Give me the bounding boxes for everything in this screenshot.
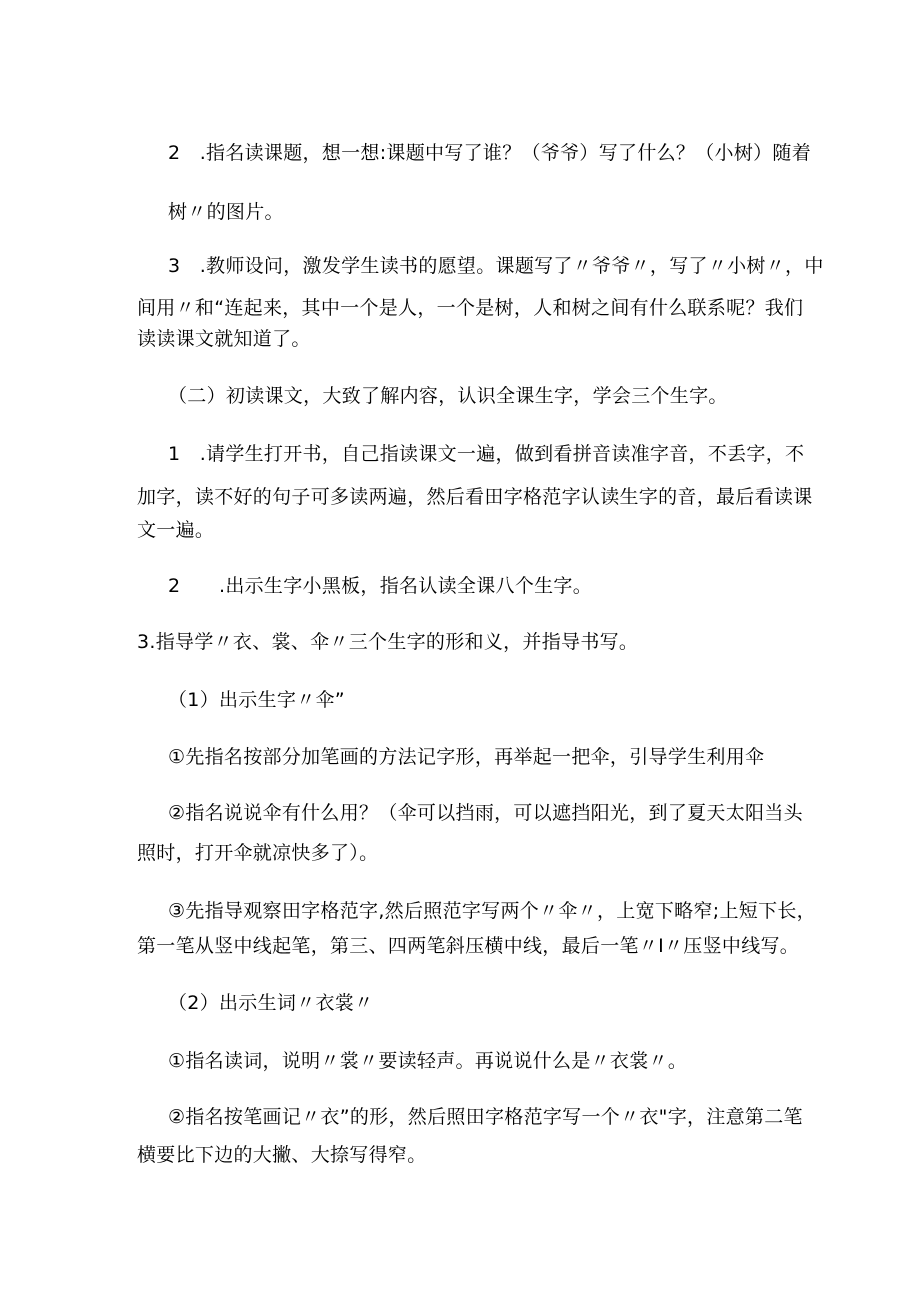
text-line: ①先指名按部分加笔画的方法记字形，再举起一把伞，引导学生利用伞 [168,746,765,768]
text-line: 加字，读不好的句子可多读两遍，然后看田字格范字认读生字的音，最后看读课 [137,486,813,508]
text-line: 2 .出示生字小黑板，指名认读全课八个生字。 [168,575,593,597]
text-line: 文一遍。 [137,519,215,541]
text-line: 3.指导学〃衣、裳、伞〃三个生字的形和义，并指导书写。 [137,631,639,653]
text-line: （1）出示生字〃伞” [168,689,345,711]
text-line: ②指名说说伞有什么用？（伞可以挡雨，可以遮挡阳光，到了夏天太阳当头 [168,802,803,824]
text-line: 第一笔从竖中线起笔，第三、四两笔斜压横中线，最后一笔〃I〃压竖中线写。 [137,935,800,957]
text-line: 读读课文就知道了。 [137,328,311,350]
text-line: ②指名按笔画记〃衣”的形，然后照田字格范字写一个〃衣"字，注意第二笔 [168,1106,803,1128]
text-line: 1 .请学生打开书，自己指读课文一遍，做到看拼音读准字音，不丢字，不 [168,443,805,465]
text-line: 间用〃和“连起来，其中一个是人，一个是树，人和树之间有什么联系呢？我们 [137,297,804,319]
text-line: ①指名读词，说明〃裳〃要读轻声。再说说什么是〃衣裳〃。 [168,1050,688,1072]
text-line: 树〃的图片。 [168,201,284,223]
text-line: ③先指导观察田字格范字,然后照范字写两个〃伞〃，上宽下略窄;上短下长， [168,900,816,922]
text-line: 横要比下边的大撇、大捺写得窄。 [137,1144,427,1166]
text-line: 3 .教师设问，激发学生读书的愿望。课题写了〃爷爷〃，写了〃小树〃，中 [168,255,824,277]
text-line: 照时，打开伞就凉快多了）。 [137,842,379,864]
text-line: （2）出示生词〃衣裳〃 [168,992,374,1014]
text-line: 2 .指名读课题，想一想:课题中写了谁？（爷爷）写了什么？（小树）随着 [168,142,812,164]
text-line: （二）初读课文，大致了解内容，认识全课生字，学会三个生字。 [168,385,728,407]
